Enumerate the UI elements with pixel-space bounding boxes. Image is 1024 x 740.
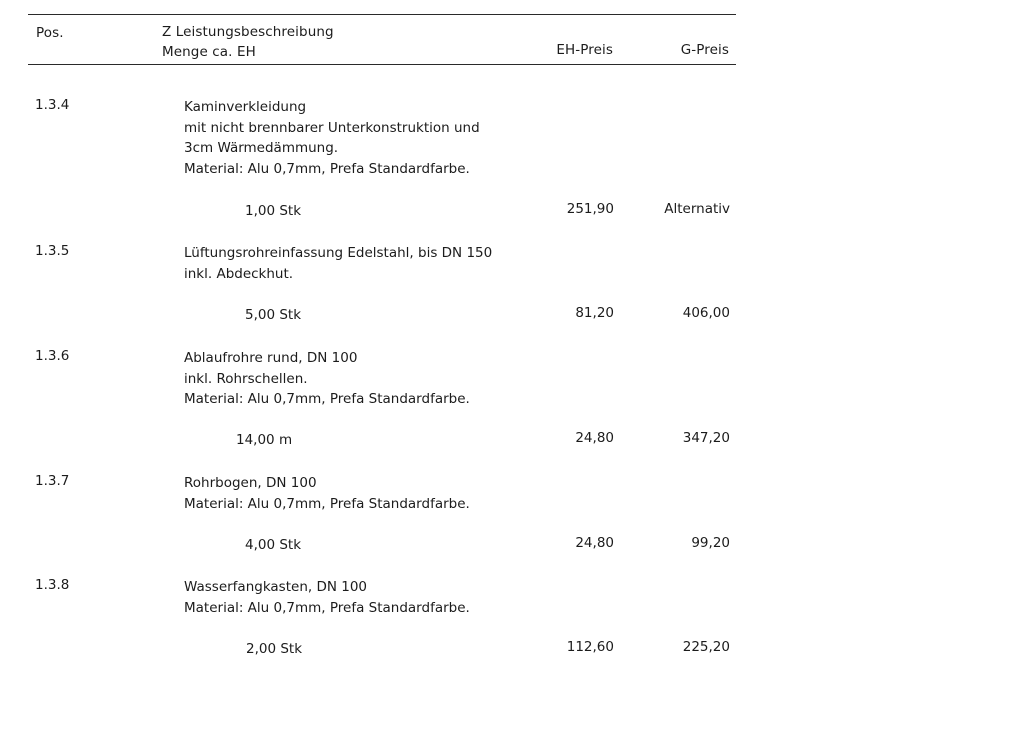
item-description [184, 348, 470, 410]
item-total-price: 99,20 [691, 535, 730, 551]
item-position: 1.3.5 [35, 243, 70, 259]
item-total-price: 406,00 [682, 305, 730, 321]
item-description-line: Material: Alu 0,7mm, Prefa Standardfarbe. [184, 495, 470, 512]
item-quantity: 1,00 Stk [245, 203, 302, 219]
header-total-price: G-Preis [680, 42, 729, 58]
item-quantity: 2,00 Stk [246, 641, 303, 657]
item-quantity: 4,00 Stk [245, 537, 302, 553]
item-description-line: Wasserfangkasten, DN 100 [184, 579, 368, 595]
item-description-line: Material: Alu 0,7mm, Prefa Standardfarbe. [184, 391, 470, 407]
header-bottom-rule [28, 64, 736, 65]
header-top-rule [28, 14, 736, 15]
item-unit-price: 81,20 [575, 305, 614, 321]
header-unit-price: EH-Preis [556, 42, 613, 58]
header-description [162, 22, 334, 62]
item-description-line: Material: Alu 0,7mm, Prefa Standardfarbe. [184, 599, 470, 616]
item-position: 1.3.7 [35, 473, 70, 489]
item-total-price: 347,20 [682, 430, 730, 446]
item-unit-price: 112,60 [566, 639, 614, 655]
item-description [184, 243, 492, 284]
header-description-title: Z Leistungsbeschreibung [162, 24, 334, 40]
item-description-line: Material: Alu 0,7mm, Prefa Standardfarbe. [184, 160, 470, 177]
item-description-line: Rohrbogen, DN 100 [184, 475, 317, 491]
item-quantity: 5,00 Stk [245, 307, 302, 323]
item-description-line: inkl. Rohrschellen. [184, 370, 308, 387]
item-description-line: 3cm Wärmedämmung. [184, 140, 339, 156]
item-position: 1.3.4 [35, 97, 70, 113]
item-description-line: mit nicht brennbarer Unterkonstruktion und [184, 119, 480, 136]
item-description-line: Kaminverkleidung [184, 99, 307, 115]
item-total-price: 225,20 [682, 639, 730, 655]
item-description-line: inkl. Abdeckhut. [184, 265, 294, 282]
item-description [184, 577, 470, 618]
item-unit-price: 251,90 [566, 201, 614, 217]
item-description-line: Lüftungsrohreinfassung Edelstahl, bis DN 150 [184, 245, 493, 261]
item-total-price: Alternativ [664, 201, 730, 217]
header-quantity-unit: Menge ca. EH [162, 44, 256, 60]
item-description [184, 473, 470, 514]
item-unit-price: 24,80 [575, 430, 614, 446]
item-unit-price: 24,80 [575, 535, 614, 551]
item-quantity: 14,00 m [236, 432, 293, 448]
item-description [184, 97, 480, 179]
item-description-line: Ablaufrohre rund, DN 100 [184, 350, 358, 366]
item-position: 1.3.8 [35, 577, 70, 593]
item-position: 1.3.6 [35, 348, 70, 364]
header-pos: Pos. [36, 25, 64, 41]
